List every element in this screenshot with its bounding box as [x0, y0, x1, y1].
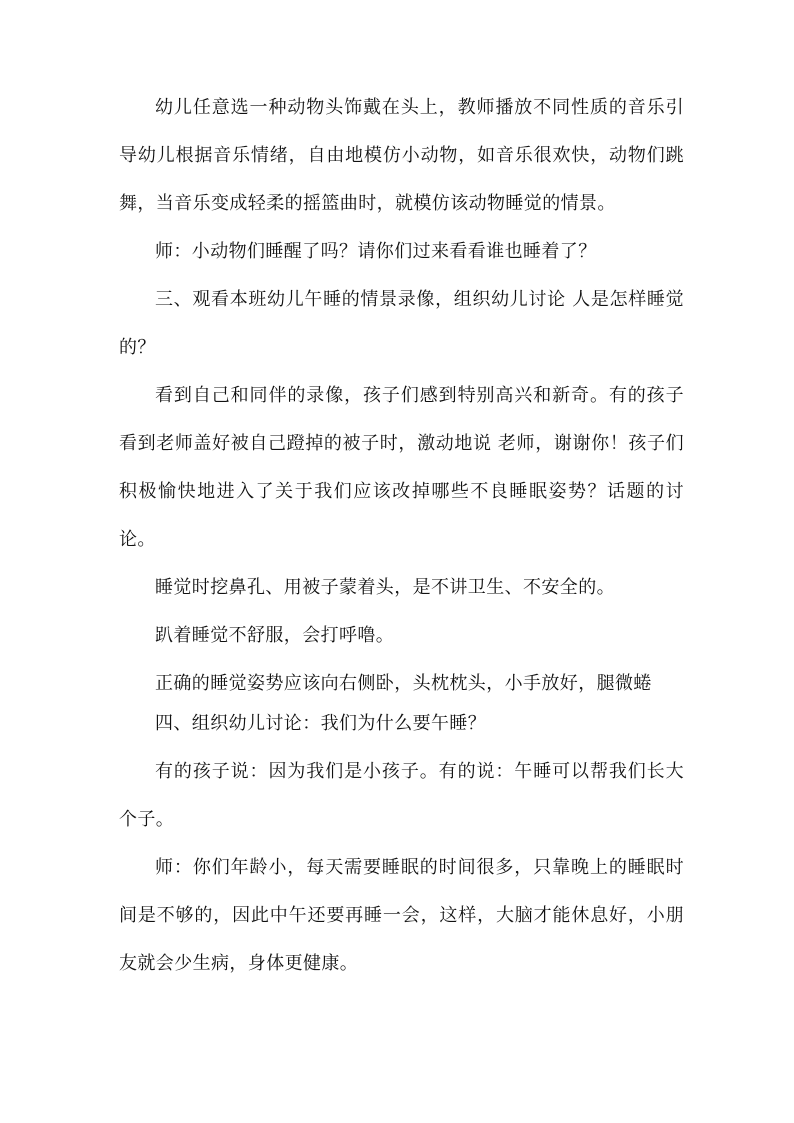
paragraph-section-three: 三、观看本班幼儿午睡的情景录像，组织幼儿讨论 人是怎样睡觉的？	[119, 289, 684, 358]
paragraph-bad-habits: 睡觉时挖鼻孔、用被子蒙着头，是不讲卫生、不安全的。	[155, 577, 615, 598]
document-body	[119, 84, 684, 988]
paragraph-correct-posture: 正确的睡觉姿势应该向右侧卧，头枕枕头，小手放好，腿微蜷	[155, 673, 652, 694]
paragraph-music-activity: 幼儿任意选一种动物头饰戴在头上，教师播放不同性质的音乐引导幼儿根据音乐情绪，自由地模仿小动物，如音乐很欢快，动物们跳舞，当音乐变成轻柔的摇篮曲时，就模仿该动物睡觉的情景。	[119, 97, 684, 214]
paragraph-section-four: 四、组织幼儿讨论：我们为什么要午睡？	[155, 713, 487, 734]
paragraph-teacher-explanation: 师：你们年龄小，每天需要睡眠的时间很多，只靠晚上的睡眠时间是不够的，因此中午还要再睡一会，这样，大脑才能休息好，小朋友就会少生病，身体更健康。	[119, 857, 684, 974]
paragraph-video-reaction: 看到自己和同伴的录像，孩子们感到特别高兴和新奇。有的孩子看到老师盖好被自己蹬掉的被子时，激动地说 老师，谢谢你！孩子们积极愉快地进入了关于我们应该改掉哪些不良睡眠姿势？话题的讨论。	[119, 385, 684, 550]
paragraph-children-answers: 有的孩子说：因为我们是小孩子。有的说：午睡可以帮我们长大个子。	[119, 761, 684, 830]
paragraph-teacher-question: 师：小动物们睡醒了吗？请你们过来看看谁也睡着了？	[155, 241, 597, 262]
paragraph-lying-prone: 趴着睡觉不舒服，会打呼噜。	[155, 625, 395, 646]
